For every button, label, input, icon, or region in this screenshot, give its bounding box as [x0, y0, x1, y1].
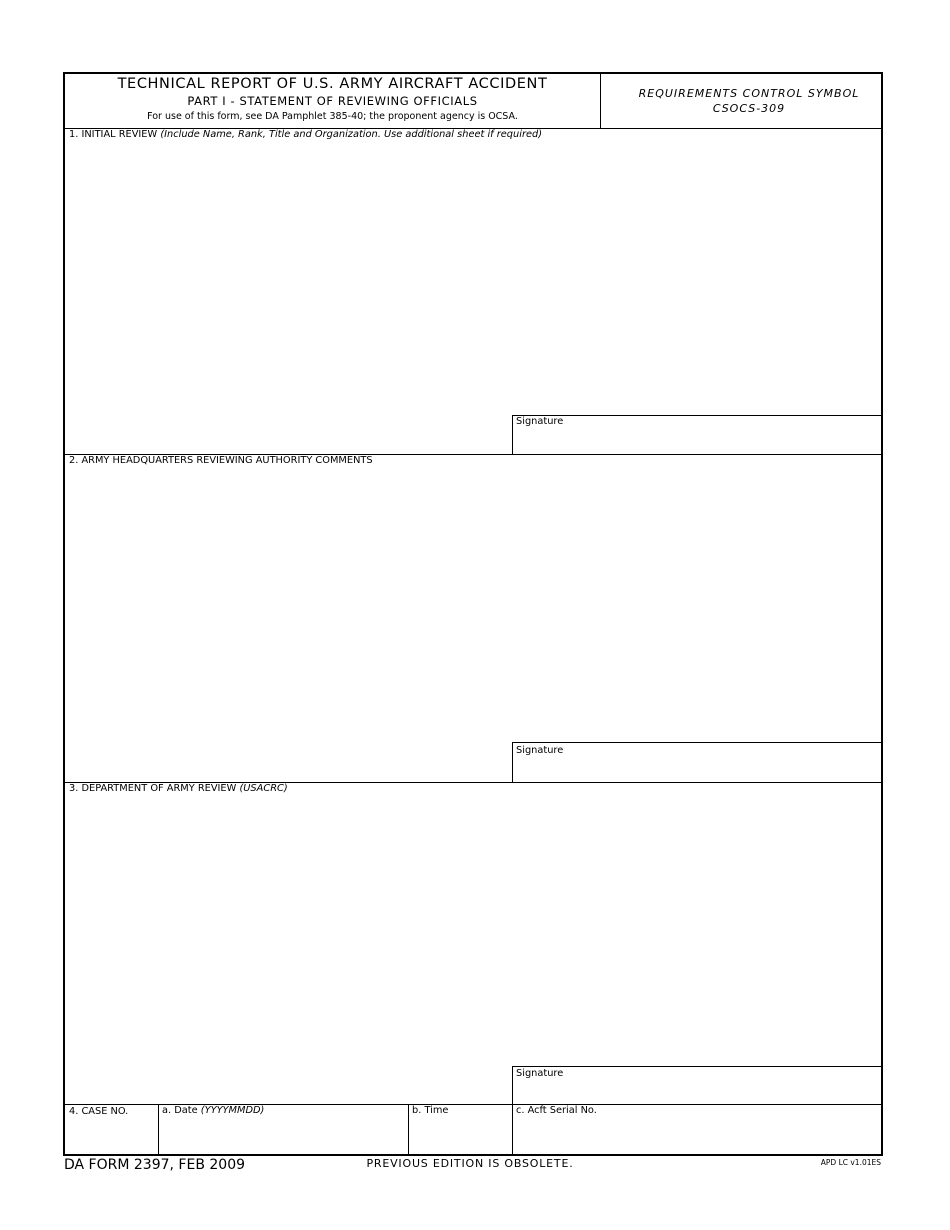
dept-review-field[interactable] [66, 798, 880, 1063]
form-subtitle: PART I - STATEMENT OF REVIEWING OFFICIALS [187, 94, 478, 108]
form-title: TECHNICAL REPORT OF U.S. ARMY AIRCRAFT ACCIDENT [117, 76, 548, 92]
hq-review-signature-label: Signature [516, 745, 564, 756]
case-date-field[interactable] [160, 1120, 406, 1153]
dept-review-signature-divider [512, 1066, 513, 1104]
form-usage-note: For use of this form, see DA Pamphlet 385-40; the proponent agency is OCSA. [147, 111, 518, 122]
initial-review-signature-label: Signature [516, 416, 564, 427]
case-divider-2 [408, 1104, 409, 1154]
initial-review-signature-field[interactable] [514, 430, 880, 453]
case-no-field[interactable] [66, 1121, 156, 1153]
dept-review-hint: (USACRC) [239, 783, 288, 794]
initial-review-label [69, 129, 542, 140]
case-date-label [162, 1105, 264, 1116]
dept-review-signature-field[interactable] [514, 1081, 880, 1103]
dept-review-title: 3. DEPARTMENT OF ARMY REVIEW [69, 783, 237, 794]
initial-review-hint: (Include Name, Rank, Title and Organization. Use additional sheet if required) [160, 129, 543, 140]
hq-review-signature-divider [512, 742, 513, 782]
case-date-hint: (YYYYMMDD) [200, 1105, 265, 1116]
version-label: APD LC v1.01ES [820, 1158, 881, 1167]
dept-review-signature-top-line [512, 1066, 882, 1067]
dept-review-label [69, 783, 288, 794]
initial-review-field[interactable] [66, 144, 880, 414]
hq-review-signature-field[interactable] [514, 758, 880, 781]
case-serial-label: c. Acft Serial No. [516, 1105, 597, 1116]
rcs-value: CSOCS-309 [712, 102, 786, 115]
initial-review-signature-divider [512, 415, 513, 454]
rcs-label: REQUIREMENTS CONTROL SYMBOL [638, 87, 860, 100]
case-date-title: a. Date [162, 1105, 198, 1116]
edition-note: PREVIOUS EDITION IS OBSOLETE. [366, 1157, 574, 1170]
initial-review-signature-top-line [512, 415, 882, 416]
form-id: DA FORM 2397, FEB 2009 [64, 1157, 246, 1173]
dept-review-signature-label: Signature [516, 1068, 564, 1079]
case-time-field[interactable] [410, 1120, 510, 1153]
hq-review-label: 2. ARMY HEADQUARTERS REVIEWING AUTHORITY COMMENTS [69, 455, 373, 466]
case-divider-3 [512, 1104, 513, 1154]
case-serial-field[interactable] [514, 1120, 880, 1153]
initial-review-title: 1. INITIAL REVIEW [69, 129, 158, 140]
hq-review-field[interactable] [66, 470, 880, 740]
case-no-label: 4. CASE NO. [69, 1106, 129, 1117]
header-divider [600, 73, 601, 129]
case-time-label: b. Time [412, 1105, 449, 1116]
case-divider-1 [158, 1104, 159, 1154]
hq-review-signature-top-line [512, 742, 882, 743]
